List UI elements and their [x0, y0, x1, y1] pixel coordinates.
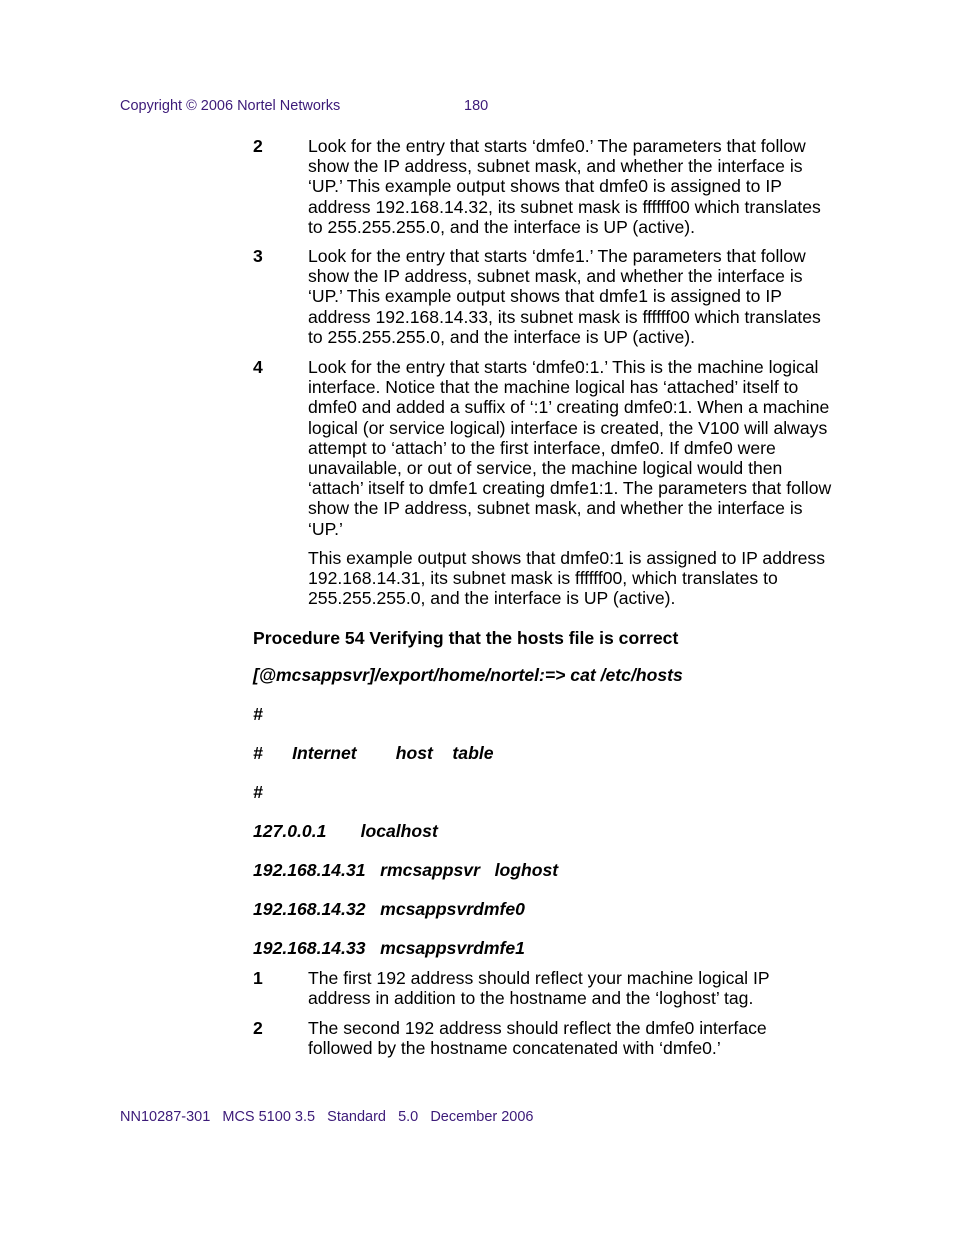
- procedure-title: Procedure 54 Verifying that the hosts file is correct: [253, 628, 679, 648]
- step-3: [253, 246, 833, 347]
- command-line: 192.168.14.32 mcsappsvrdmfe0: [253, 899, 525, 919]
- step-text: Look for the entry that starts ‘dmfe0.’ The parameters that follow show the IP address, subnet mask, and whether the interface is ‘UP.’ This example output shows that dmfe0 is assigned to IP address 192.168.14.32, its subnet mask is ffffff00 which translates to 255.255.255.0, and the interface is UP (active).: [308, 136, 821, 237]
- step-text: Look for the entry that starts ‘dmfe1.’ The parameters that follow show the IP address, subnet mask, and whether the interface is ‘UP.’ This example output shows that dmfe1 is assigned to IP address 192.168.14.33, its subnet mask is ffffff00 which translates to 255.255.255.0, and the interface is UP (active).: [308, 246, 821, 347]
- command-line: #: [253, 782, 263, 802]
- command-line: 127.0.0.1 localhost: [253, 821, 438, 841]
- command-line: #: [253, 704, 263, 724]
- header-copyright: Copyright © 2006 Nortel Networks: [120, 98, 341, 114]
- step-number: 2: [253, 136, 263, 156]
- step-number: 3: [253, 246, 263, 266]
- step-4: [253, 357, 833, 539]
- command-line: # Internet host table: [253, 743, 494, 763]
- step-number: 1: [253, 968, 263, 988]
- step-text: The second 192 address should reflect the dmfe0 interface followed by the hostname concatenated with ‘dmfe0.’: [308, 1018, 767, 1059]
- header-page-number: 180: [464, 98, 489, 114]
- bottom-step-1: [253, 968, 833, 1008]
- command-line: 192.168.14.33 mcsappsvrdmfe1: [253, 938, 525, 958]
- step-text: Look for the entry that starts ‘dmfe0:1.’ This is the machine logical interface. Notice that the machine logical has ‘attached’ itself to dmfe0 and added a suffix of ‘:1’ creating dmfe0:1. When a machine logical (or service logical) interface is created, the V100 will always attempt to ‘attach’ to the first interface, dmfe0. If dmfe0 were unavailable, or out of service, the machine logical would then ‘attach’ itself to dmfe1 creating dmfe1:1. The parameters that follow show the IP address, subnet mask, and whether the interface is ‘UP.’: [308, 357, 832, 539]
- command-line: 192.168.14.31 rmcsappsvr loghost: [253, 860, 559, 880]
- step-number: 4: [253, 357, 263, 377]
- footer: NN10287-301 MCS 5100 3.5 Standard 5.0 December 2006: [120, 1109, 534, 1125]
- step-text: The first 192 address should reflect your machine logical IP address in addition to the hostname and the ‘loghost’ tag.: [308, 968, 770, 1009]
- bottom-step-2: [253, 1018, 833, 1058]
- step-2: [253, 136, 833, 237]
- step-number: 2: [253, 1018, 263, 1038]
- command-line: [@mcsappsvr]/export/home/nortel:=> cat /etc/hosts: [253, 665, 683, 685]
- step-4-followup: This example output shows that dmfe0:1 is assigned to IP address 192.168.14.31, its subnet mask is ffffff00, which translates to 255.255.255.0, and the interface is UP (active).: [308, 548, 826, 609]
